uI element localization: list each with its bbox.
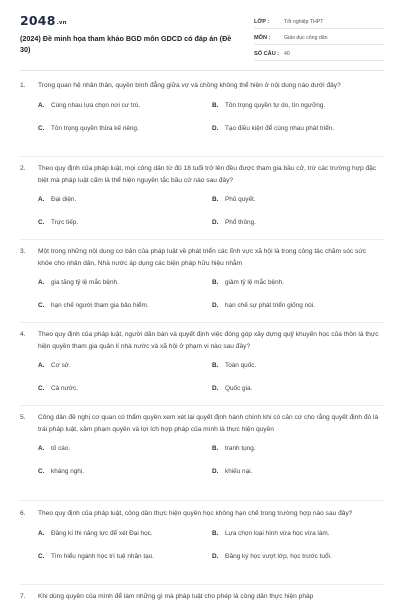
option-letter: C.	[38, 302, 45, 309]
option-d[interactable]	[212, 385, 252, 392]
option-c[interactable]	[38, 553, 154, 560]
meta-label: MÔN :	[254, 34, 271, 41]
question-stem	[20, 591, 384, 600]
question-number: 6.	[20, 510, 26, 517]
question-text: Công dân đề nghị cơ quan có thẩm quyền xem xét lại quyết định hành chính khi có căn cứ cho rằng quyết định đó là trái pháp luật, xâm phạm quyền và lợi ích hợp pháp của mình là thực hiện quyền	[38, 414, 379, 433]
question-text: Theo quy định của pháp luật, người dân bàn và quyết định việc đóng góp xây dựng quỹ khuyến học của thôn là thực hiện quyền tham gia quản lí nhà nước và xã hội ở phạm vi nào sau đây?	[38, 331, 379, 350]
question-divider	[20, 584, 384, 585]
option-letter: D.	[212, 552, 219, 560]
question-divider	[20, 156, 384, 157]
question-text: Theo quy định của pháp luật, công dân thực hiện quyền học không hạn chế trong trường hợp nào sau đây?	[38, 510, 353, 517]
option-letter: D.	[212, 468, 219, 475]
page-header	[0, 0, 400, 68]
question-text: Theo quy định của pháp luật, mọi công dân từ đủ 18 tuổi trở lên đều được tham gia bầu cử, trừ các trường hợp đặc biệt mà pháp luật cấm là thể hiện nguyên tắc bầu cử nào sau đây?	[38, 165, 377, 184]
meta-label: LỚP :	[254, 18, 270, 25]
site-logo[interactable]	[20, 13, 67, 28]
question-number: 5.	[20, 414, 26, 421]
question-stem	[20, 163, 384, 186]
question-stem	[20, 508, 384, 520]
option-b[interactable]	[212, 530, 330, 537]
option-text: khiếu nại.	[225, 468, 253, 475]
option-text: giảm tỷ lệ mắc bệnh.	[225, 279, 284, 286]
question-text: Một trong những nội dung cơ bản của pháp luật về phát triển các lĩnh vực xã hội là trong công tác chăm sóc sức khỏe cho nhân dân, Nhà nước áp dụng các biện pháp hữu hiệu nhằm	[38, 248, 367, 267]
option-c[interactable]	[38, 125, 139, 132]
option-text: Đăng kí thi năng lực để xét Đại học.	[51, 529, 153, 537]
question-stem	[20, 80, 384, 92]
meta-row-subject	[254, 31, 384, 45]
option-letter: A.	[38, 101, 45, 109]
option-text: Tạo điều kiện để cùng nhau phát triển.	[225, 124, 335, 132]
question-number: 4.	[20, 331, 26, 338]
option-text: Tôn trọng quyền thừa kế riêng.	[51, 124, 139, 132]
option-text: Phủ quyết.	[225, 196, 256, 203]
option-text: Tìm hiểu ngành học trí tuệ nhân tạo.	[51, 552, 155, 560]
logo-suffix: .vn	[56, 20, 67, 26]
question-divider	[20, 405, 384, 406]
option-b[interactable]	[212, 279, 284, 286]
option-letter: C.	[38, 219, 45, 226]
option-text: Quốc gia.	[225, 385, 253, 392]
question-number: 1.	[20, 82, 26, 89]
option-a[interactable]	[38, 102, 140, 109]
option-d[interactable]	[212, 553, 332, 560]
option-text: Lựa chọn loại hình vừa học vừa làm.	[225, 529, 330, 537]
option-letter: D.	[212, 219, 219, 226]
option-c[interactable]	[38, 385, 78, 392]
option-letter: C.	[38, 468, 45, 475]
option-a[interactable]	[38, 196, 76, 203]
option-text: Cơ sở.	[51, 362, 71, 369]
logo-text: 2048	[20, 13, 56, 28]
option-text: tranh tụng.	[225, 445, 256, 452]
meta-row-class	[254, 15, 384, 29]
question-5	[20, 412, 384, 475]
option-letter: D.	[212, 302, 219, 309]
option-a[interactable]	[38, 445, 70, 452]
option-text: Đại diện.	[51, 196, 77, 203]
option-b[interactable]	[212, 362, 256, 369]
question-number: 3.	[20, 248, 26, 255]
question-4	[20, 329, 384, 392]
option-d[interactable]	[212, 125, 334, 132]
option-letter: C.	[38, 385, 45, 392]
meta-label: SỐ CÂU :	[254, 50, 280, 57]
option-text: Cùng nhau lựa chọn nơi cư trú.	[51, 101, 141, 109]
option-letter: B.	[212, 529, 219, 537]
option-letter: C.	[38, 552, 45, 560]
option-letter: B.	[212, 279, 219, 286]
option-d[interactable]	[212, 302, 315, 309]
option-text: hạn chế sự phát triển giống nòi.	[225, 302, 315, 309]
option-text: Toàn quốc.	[225, 362, 257, 369]
question-6	[20, 508, 384, 560]
option-text: Đăng ký học vượt lớp, học trước tuổi.	[225, 552, 332, 560]
option-letter: D.	[212, 385, 219, 392]
option-letter: A.	[38, 445, 45, 452]
option-text: Cả nước.	[51, 385, 78, 392]
question-divider	[20, 500, 384, 501]
option-letter: B.	[212, 196, 219, 203]
meta-value: Giáo dục công dân	[284, 34, 328, 41]
option-d[interactable]	[212, 219, 256, 226]
exam-title: (2024) Đề minh họa tham khảo BGD môn GDCD có đáp án (Đề 30)	[20, 34, 232, 54]
option-text: hạn chế người tham gia bảo hiểm.	[51, 302, 149, 309]
question-text: Trong quan hệ nhân thân, quyền bình đẳng giữa vợ và chồng không thể hiện ở nội dung nào dưới đây?	[38, 82, 341, 89]
option-c[interactable]	[38, 468, 84, 475]
question-number: 7.	[20, 593, 26, 600]
option-letter: D.	[212, 124, 219, 132]
option-c[interactable]	[38, 219, 78, 226]
option-b[interactable]	[212, 102, 325, 109]
question-3	[20, 246, 384, 309]
option-text: tố cáo.	[51, 445, 71, 452]
option-b[interactable]	[212, 445, 256, 452]
meta-row-count	[254, 47, 384, 61]
option-letter: B.	[212, 101, 219, 109]
question-number: 2.	[20, 165, 26, 172]
question-divider	[20, 239, 384, 240]
question-divider	[20, 322, 384, 323]
option-letter: B.	[212, 445, 219, 452]
option-a[interactable]	[38, 530, 153, 537]
question-1	[20, 80, 384, 132]
option-letter: A.	[38, 279, 45, 286]
question-stem	[20, 246, 384, 269]
header-divider	[20, 70, 384, 71]
option-letter: C.	[38, 124, 45, 132]
option-letter: B.	[212, 362, 219, 369]
option-c[interactable]	[38, 302, 149, 309]
meta-value: Tốt nghiệp THPT	[284, 18, 324, 25]
option-text: kháng nghị.	[51, 468, 85, 475]
option-text: Tôn trọng quyền tự do, tín ngưỡng.	[225, 101, 326, 109]
option-letter: A.	[38, 529, 45, 537]
exam-meta	[254, 15, 384, 63]
question-stem	[20, 412, 384, 435]
question-text: Khi dùng quyền của mình để làm những gì mà pháp luật cho phép là công dân thực hiện pháp	[38, 593, 314, 600]
question-2	[20, 163, 384, 226]
meta-value: 40	[284, 50, 290, 57]
option-text: Trực tiếp.	[51, 219, 79, 226]
option-b[interactable]	[212, 196, 256, 203]
option-a[interactable]	[38, 279, 119, 286]
option-letter: A.	[38, 362, 45, 369]
option-a[interactable]	[38, 362, 71, 369]
question-7	[20, 591, 384, 600]
option-d[interactable]	[212, 468, 252, 475]
option-text: Phổ thông.	[225, 219, 256, 226]
option-text: gia tăng tỷ lệ mắc bệnh.	[51, 279, 119, 286]
option-letter: A.	[38, 196, 45, 203]
question-stem	[20, 329, 384, 352]
